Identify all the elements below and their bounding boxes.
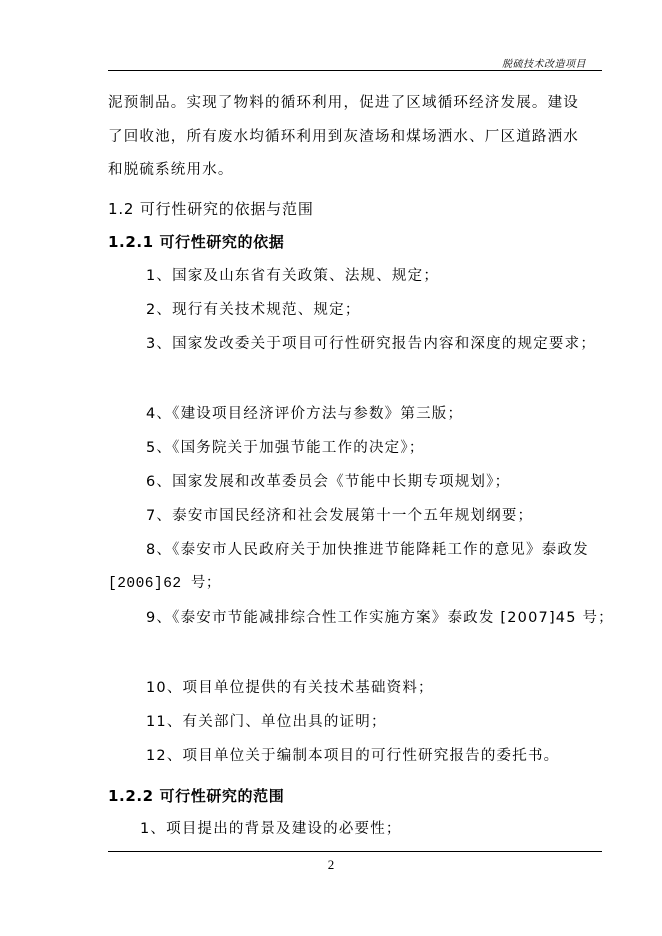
paragraph-line: 了回收池，所有废水均循环利用到灰渣场和煤场洒水、厂区道路洒水 [108,129,579,145]
running-header: 脱硫技术改造项目 [502,59,586,70]
list-item: 7、泰安市国民经济和社会发展第十一个五年规划纲要； [146,508,534,524]
list-item: 8、《泰安市人民政府关于加快推进节能降耗工作的意见》泰政发 [146,542,589,558]
page-number: 2 [327,857,335,872]
scope-list-item: 1、项目提出的背景及建设的必要性； [140,821,402,837]
header-rule [108,70,602,71]
list-item: 9、《泰安市节能减排综合性工作实施方案》泰政发 [2007]45 号； [146,610,614,626]
footer-rule [108,851,602,852]
section-heading-1-2: 1.2 可行性研究的依据与范围 [108,200,314,218]
list-item: 5、《国务院关于加强节能工作的决定》； [146,440,425,456]
list-item: 3、国家发改委关于项目可行性研究报告内容和深度的规定要求； [146,336,597,352]
section-heading-1-2-1: 1.2.1 可行性研究的依据 [108,233,285,251]
list-item: 11、有关部门、单位出具的证明； [146,714,387,730]
list-item: 4、《建设项目经济评价方法与参数》第三版； [146,406,464,422]
paragraph-line: 和脱硫系统用水。 [108,162,234,178]
section-heading-1-2-2: 1.2.2 可行性研究的范围 [108,787,285,805]
list-item: 10、项目单位提供的有关技术基础资料； [146,680,434,696]
list-item: 12、项目单位关于编制本项目的可行性研究报告的委托书。 [146,748,560,764]
list-item: 6、国家发展和改革委员会《节能中长期专项规划》； [146,474,511,490]
list-item: 2、现行有关技术规范、规定； [146,302,361,318]
paragraph-line: 泥预制品。实现了物料的循环利用，促进了区域循环经济发展。建设 [108,95,579,111]
list-item-continuation: [2006]62 号； [108,576,221,592]
list-item: 1、国家及山东省有关政策、法规、规定； [146,268,440,284]
